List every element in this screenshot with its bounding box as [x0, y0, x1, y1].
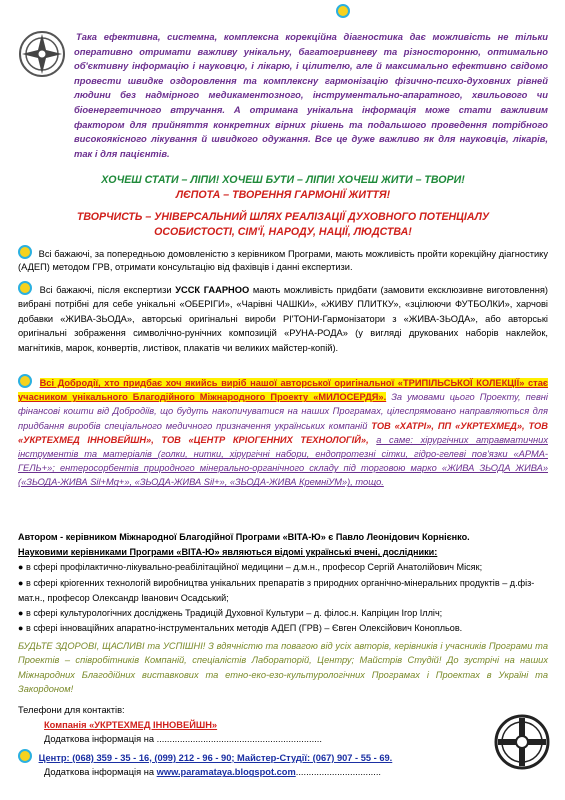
extra-info-1: Додаткова інформація на ................................................................	[44, 734, 322, 745]
slogan-line-2: ЛЄПОТА – ТВОРЕННЯ ГАРМОНІЇ ЖИТТЯ!	[175, 189, 391, 201]
contacts-title: Телефони для контактів:	[18, 705, 125, 715]
company-name: Компанія «УКРТЕХМЕД ІННОВЕЙШН»	[44, 719, 218, 730]
scientific-leaders-line: Науковими керівниками Програми «ВІТА-Ю» являються відомі українські вчені, дослідники:	[18, 547, 438, 558]
closing-paragraph: БУДЬТЕ ЗДОРОВІ, ЩАСЛИВІ та УСПІШНІ! З вдячністю та повагою від усіх авторів, керівників і учасників Програми та Проектів – співробітників Компаній, спеціалістів Лабораторій, Центру; Майстрів Студій! До зустрічі на наших Міжнародних Благодійних виставкових та етно-еко-езо-культурологічних Програмах і Проектах в Україні та Закордоном!	[18, 641, 548, 695]
slogan-line-1: ХОЧЕШ СТАТИ – ЛІПИ! ХОЧЕШ БУТИ – ЛІПИ! ХОЧЕШ ЖИТИ – ТВОРИ!	[101, 174, 465, 186]
ornament-rosette-icon	[18, 30, 66, 78]
leader-item: ● в сфері культурологічних досліджень Традицій Духовної Культури – д. філос.н. Капріцин Ігор Ілліч;	[18, 608, 443, 619]
phones-line: Центр: (068) 359 - 35 - 16, (099) 212 - 96 - 90; Майстер-Студії: (067) 907 - 55 - 69.	[38, 752, 393, 763]
leader-item: ● в сфері кріогенних технологій виробництва унікальних препаратів з природних органічно-мінеральних продуктів – д.фіз-мат.н., професор Олександр Іванович Осадський;	[18, 577, 535, 603]
slogan-line-4: ОСОБИСТОСТІ, СІМ'Ї, НАРОДУ, НАЦІЇ, ЛЮДСТВА!	[154, 226, 412, 238]
products-paragraph: Всі бажаючі, після експертизи УССК ГААРНОО мають можливість придбати (замовити ексклюзивне виготовлення) вибрані потрібні для себе унікальні «ОБЕРІГИ», «Чарівні ЧАШКИ», «ЖИВУ ПЛИТКУ», «зцілюючи ФУТБОЛКИ», харчові добавки «ЖИВА-ЗЬОДА», авторські оригінальні вироби РІ'ТОНИ-Гармонізатори з «ЖИВА-ЗЬОДА», або авторські оригінальні зображення символічно-рунічних композицій «РУНА-РОДА» (у вигляді друкованих наборів наклейок, магнітиків, марок, конвертів, листівок, плакатів чи великих майстер-копій).	[18, 281, 548, 355]
website-link[interactable]: www.paramataya.blogspot.com	[156, 767, 296, 778]
dot-bullet-icon	[18, 374, 32, 388]
intro-text: Така ефективна, системна, комплексна корекційна діагностика дає можливість не тільки оперативно отримати важливу унікальну, багатогривневу та різносторонню, оптимально об'єктивну інформацію і науковцю, і лікарю, і цілителю, але й максимально ефективно свідомо провести швидке оздоровлення та комплексну гармонізацію фізично-психо-духовних рівней людини без надмірного медикаментозного, інструментально-апаратного, хвильового чи біоенергетичного втручання. А отримана унікальна інформація може стати важливим фактором для прийняття конкретних вірних рішень та подальшого проведення потрібного високоякісного лікування й швидкого одужання. Все це дуже важливо як для науковців, лікарів, так і для пацієнтів.	[74, 31, 548, 159]
solar-cross-icon	[494, 714, 550, 770]
charity-highlight: Всі Добродії, хто придбає хоч якийсь виріб нашої авторської оригінальної «ТРИПІЛЬСЬКОЇ КОЛЕКЦІЇ» стає учасником унікального Благодійного Міжнародного Проекту «МИЛОСЕРДЯ».	[18, 378, 548, 403]
contacts-block: Телефони для контактів: Компанія «УКРТЕХМЕД ІННОВЕЙШН» Додаткова інформація на ................................................................ Центр: (068) 359 - 35 - 16, (099) 212 - 96 - 90; Майстер-Студії: (067) 907 - 55 - 69. Додаткова інформація на www.paramataya.blogspot.com.................................	[18, 703, 478, 780]
dot-bullet-icon	[18, 281, 32, 295]
dot-bullet-icon	[18, 749, 32, 763]
leader-item: ● в сфері інноваційних апаратно-інструментальних методів АДЕП (ГРВ) – Євген Олексійович Конопльов.	[18, 623, 463, 634]
dot-bullet-icon	[336, 4, 350, 18]
dot-bullet-icon	[18, 245, 32, 259]
charity-paragraph: Всі Добродії, хто придбає хоч якийсь виріб нашої авторської оригінальної «ТРИПІЛЬСЬКОЇ КОЛЕКЦІЇ» стає учасником унікального Благодійного Міжнародного Проекту «МИЛОСЕРДЯ». За умовами цього Проекту, певні фінансові кошти від Добродіїв, що будуть накопичуватися на наших Програмах, цілеспрямовано направляються для придбання виробів спеціального медичного призначення українських компаній ТОВ «ХАТРІ», ПП «УКРТЕХМЕД», ТОВ «УКРТЕХМЕД ІННОВЕЙШН», ТОВ «ЦЕНТР КРІОГЕННИХ ТЕХНОЛОГІЙ», а саме: хірургічних атравматичних інструментів та матеріалів (голки, нитки, хірургічні набори, ендопротезні сітки, гідро-гелеві пов'язки «АРМА-ГЕЛЬ+»; ентеросорбентів природного мінерально-органічного складу під торговою марко «ЖИВА ЗЬОДА ЖИВА» («ЗЬОДА-ЖИВА Sil+Mg+», «ЗЬОДА-ЖИВА Sil+», «ЗЬОДА-ЖИВА КремніУМ»), тощо.	[18, 374, 548, 490]
authors-block	[18, 530, 548, 636]
consultation-paragraph: Всі бажаючі, за попередньою домовленістю з керівником Програми, мають можливість пройти корекційну діагностику (АДЕП) методом ГРВ, отримати консультацію від фахівців і данні експертизи.	[18, 245, 548, 274]
intro-paragraph	[74, 30, 548, 161]
partner-companies: ТОВ «ХАТРІ», ПП «УКРТЕХМЕД», ТОВ «УКРТЕХМЕД ІННОВЕЙШН», ТОВ «ЦЕНТР КРІОГЕННИХ ТЕХНОЛОГІЙ»,	[18, 420, 549, 445]
slogan-line-3: ТВОРЧИСТЬ – УНІВЕРСАЛЬНИЙ ШЛЯХ РЕАЛІЗАЦІЇ ДУХОВНОГО ПОТЕНЦІАЛУ	[76, 211, 490, 223]
author-line: Автором - керівником Міжнародної Благодійної Програми «ВІТА-Ю» є Павло Леонідович Корнієнко.	[18, 532, 470, 542]
leader-item: ● в сфері профілактично-лікувально-реабілітаційної медицини – д.м.н., професор Сергій Анатолійович Місяк;	[18, 562, 483, 573]
